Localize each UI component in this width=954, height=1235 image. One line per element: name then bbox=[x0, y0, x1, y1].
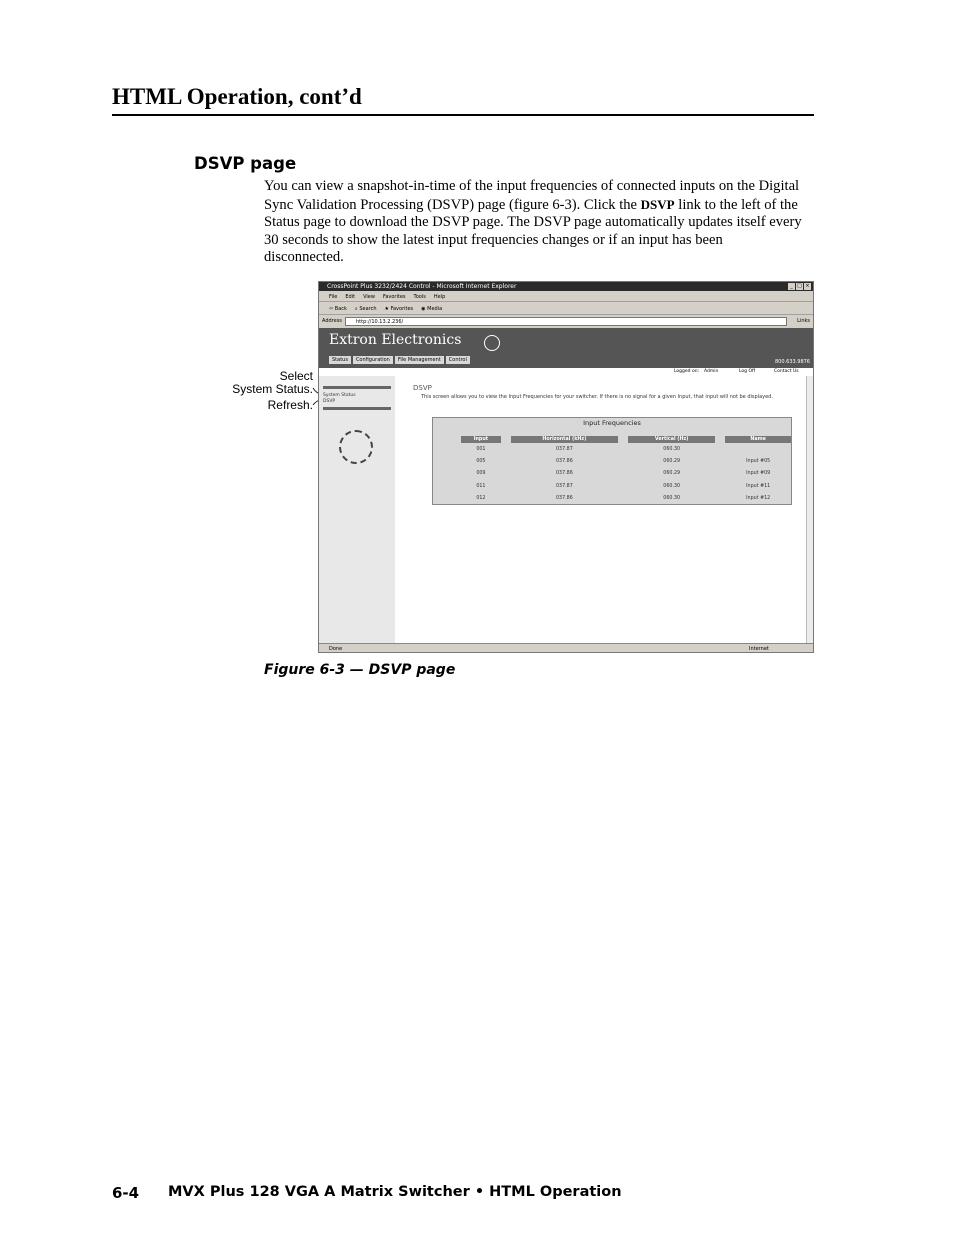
globe-icon bbox=[484, 335, 500, 351]
cell-vertical: 060.30 bbox=[663, 446, 681, 452]
body-paragraph bbox=[264, 178, 804, 267]
menu-tools[interactable]: Tools bbox=[413, 294, 426, 300]
cell-horizontal: 037.86 bbox=[555, 458, 573, 464]
input-frequencies-panel bbox=[432, 417, 792, 505]
status-zone: Internet bbox=[749, 646, 769, 652]
footer-title: MVX Plus 128 VGA A Matrix Switcher • HTML Operation bbox=[168, 1184, 622, 1200]
col-gap bbox=[715, 436, 725, 443]
nav-system-status[interactable]: System Status bbox=[323, 393, 356, 398]
body-text-1: You can view a snapshot-in-time of the input frequencies of connected inputs on the Digital Sync Validation Processing (DSVP) page (figure 6-3). Click the bbox=[264, 178, 800, 213]
table-row bbox=[461, 443, 791, 455]
table-row bbox=[461, 468, 791, 480]
media-label: Media bbox=[427, 306, 443, 312]
cell-name: Input #11 bbox=[746, 483, 771, 489]
dsvp-screenshot bbox=[318, 281, 814, 653]
table-row bbox=[461, 492, 791, 504]
cell-vertical: 060.30 bbox=[663, 495, 681, 501]
cell-horizontal: 037.86 bbox=[555, 495, 573, 501]
input-frequencies-title: Input Frequencies bbox=[583, 419, 641, 427]
media-button[interactable]: ◉ Media bbox=[421, 306, 443, 312]
table-row bbox=[461, 480, 791, 492]
search-button[interactable]: ⌕ Search bbox=[354, 306, 377, 312]
status-done: Done bbox=[329, 646, 343, 652]
address-bar bbox=[319, 316, 813, 327]
cell-vertical: 060.29 bbox=[663, 471, 681, 477]
col-name: Name bbox=[725, 436, 791, 443]
nav-dsvp[interactable]: DSVP bbox=[323, 399, 336, 404]
phone-number: 800.633.9876 bbox=[775, 359, 810, 365]
user-status-row bbox=[319, 368, 813, 376]
col-vertical: Vertical (Hz) bbox=[628, 436, 715, 443]
callout-refresh: Refresh. bbox=[267, 398, 313, 412]
minimize-icon[interactable]: _ bbox=[788, 283, 795, 290]
menu-edit[interactable]: Edit bbox=[345, 294, 356, 300]
links-label[interactable]: Links bbox=[797, 318, 810, 324]
input-frequencies-table bbox=[461, 436, 791, 504]
heading-rule bbox=[112, 114, 814, 116]
figure-caption: Figure 6-3 — DSVP page bbox=[264, 662, 456, 678]
menu-view[interactable]: View bbox=[363, 294, 375, 300]
table-header-row bbox=[461, 436, 791, 443]
dsvp-content bbox=[395, 376, 806, 643]
tab-configuration[interactable]: Configuration bbox=[353, 356, 393, 364]
callout-system-status: System Status. bbox=[232, 382, 313, 396]
logged-on-label: Logged on: bbox=[674, 369, 700, 374]
body-bold-dsvp: DSVP bbox=[640, 196, 675, 212]
address-input[interactable]: http://10.13.2.236/ bbox=[345, 317, 787, 326]
cell-name: Input #12 bbox=[746, 495, 771, 501]
tab-status[interactable]: Status bbox=[329, 356, 351, 364]
browser-toolbar bbox=[319, 303, 813, 315]
log-off-link[interactable]: Log Off bbox=[739, 369, 756, 374]
window-controls bbox=[788, 283, 811, 290]
window-title: CrossPoint Plus 3232/2424 Control - Microsoft Internet Explorer bbox=[327, 283, 517, 290]
footer-page-number: 6-4 bbox=[112, 1184, 140, 1202]
cell-input: 011 bbox=[476, 483, 486, 489]
nav-tabs bbox=[329, 356, 470, 364]
favorites-button[interactable]: ★ Favorites bbox=[384, 306, 414, 312]
nav-divider-top bbox=[323, 386, 391, 389]
favorites-label: Favorites bbox=[390, 306, 414, 312]
menu-favorites[interactable]: Favorites bbox=[382, 294, 406, 300]
cell-horizontal: 037.86 bbox=[555, 471, 573, 477]
body-text-2: link to the left of the Status page to download the DSVP page. The DSVP page automatically updates itself every 30 seconds to show the latest input frequencies changes or if an input has been disconnected. bbox=[264, 196, 802, 266]
callout-select: Select bbox=[279, 369, 313, 383]
cell-name: Input #09 bbox=[746, 471, 771, 477]
cell-name bbox=[725, 443, 791, 455]
extron-seal-logo bbox=[339, 430, 373, 464]
back-button[interactable]: ⇦ Back bbox=[329, 306, 347, 312]
col-gap bbox=[618, 436, 628, 443]
left-nav bbox=[319, 376, 395, 643]
maximize-icon[interactable]: □ bbox=[797, 283, 802, 289]
section-title: DSVP page bbox=[194, 154, 297, 173]
menu-help[interactable]: Help bbox=[433, 294, 446, 300]
cell-horizontal: 037.87 bbox=[555, 483, 573, 489]
menu-file[interactable]: File bbox=[329, 294, 338, 300]
cell-input: 009 bbox=[476, 471, 486, 477]
col-gap bbox=[501, 436, 511, 443]
browser-status-bar bbox=[319, 643, 813, 653]
dsvp-description: This screen allows you to view the Input Frequencies for your switcher. If there is no signal for a given Input, that input will not be displayed. bbox=[421, 394, 773, 400]
cell-input: 001 bbox=[476, 446, 486, 452]
vertical-scrollbar[interactable] bbox=[806, 376, 814, 643]
tab-file-management[interactable]: File Management bbox=[395, 356, 444, 364]
page-heading: HTML Operation, cont’d bbox=[112, 84, 362, 109]
tab-control[interactable]: Control bbox=[446, 356, 470, 364]
nav-divider-bottom bbox=[323, 407, 391, 410]
window-titlebar bbox=[319, 282, 813, 291]
address-label: Address bbox=[322, 318, 342, 324]
cell-horizontal: 037.87 bbox=[555, 446, 573, 452]
cell-name: Input #05 bbox=[746, 458, 771, 464]
contact-us-link[interactable]: Contact Us bbox=[774, 369, 799, 374]
extron-banner bbox=[319, 328, 813, 368]
back-label: Back bbox=[334, 306, 347, 312]
search-label: Search bbox=[359, 306, 377, 312]
cell-vertical: 060.29 bbox=[663, 458, 681, 464]
col-input: Input bbox=[461, 436, 501, 443]
logged-on-user: Admin bbox=[704, 369, 719, 374]
cell-input: 012 bbox=[476, 495, 486, 501]
close-icon[interactable]: × bbox=[805, 283, 810, 289]
col-horizontal: Horizontal (kHz) bbox=[511, 436, 618, 443]
table-row bbox=[461, 455, 791, 467]
menu-bar bbox=[319, 292, 813, 302]
cell-vertical: 060.30 bbox=[663, 483, 681, 489]
dsvp-heading: DSVP bbox=[413, 384, 432, 392]
cell-input: 005 bbox=[476, 458, 486, 464]
extron-logo: Extron Electronics bbox=[329, 332, 462, 348]
